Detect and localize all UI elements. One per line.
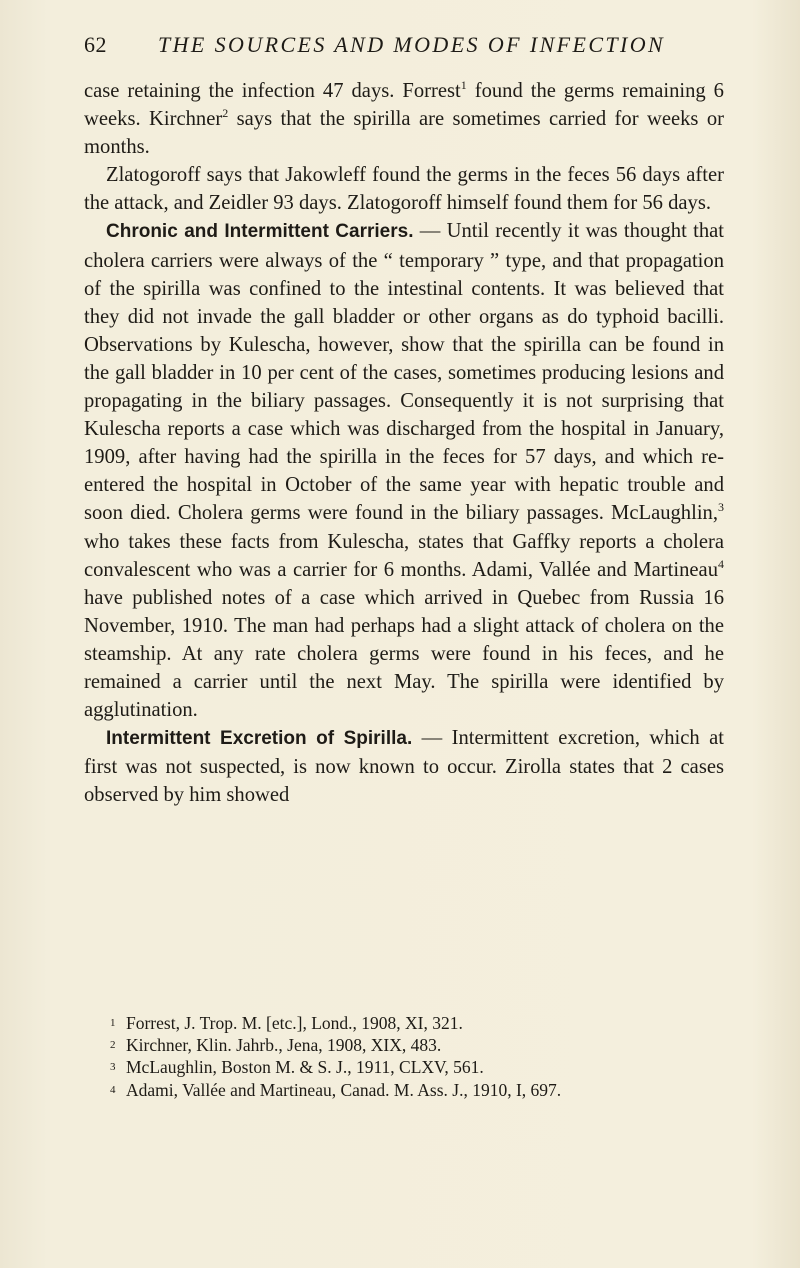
paragraph-3 xyxy=(84,217,724,724)
paragraph-3-text-a: — Until recently it was thought that cholera carriers were always of the “ temporary ” type, and that propagation of the spirilla was confined to the intestinal contents. It was believed that they did not invade the gall bladder or other organs as do typhoid bacilli. Observations by Kulescha, however, show that the spirilla can be found in the gall bladder in 10 per cent of the cases, sometimes producing lesions and propagating in the biliary passages. Consequently it is not surprising that Kulescha reports a case which was discharged from the hospital in January, 1909, after having had the spirilla in the feces for 57 days, and which re-entered the hospital in October of the same year with hepatic trouble and soon died. Cholera germs were found in the biliary passages. McLaughlin, xyxy=(84,220,724,525)
footnote-3-text: McLaughlin, Boston M. & S. J., 1911, CLXV, 561. xyxy=(126,1057,484,1078)
running-head: THE SOURCES AND MODES OF INFECTION xyxy=(158,32,666,57)
footnote-3-mark: 3 xyxy=(110,1061,116,1074)
footnote-1-text: Forrest, J. Trop. M. [etc.], Lond., 1908, XI, 321. xyxy=(126,1013,463,1033)
section-heading-intermittent-excretion: Intermittent Excretion of Spirilla. xyxy=(106,728,413,750)
footnote-ref-3: 3 xyxy=(718,500,724,515)
page-header xyxy=(84,32,724,62)
footnote-2-text: Kirchner, Klin. Jahrb., Jena, 1908, XIX, 483. xyxy=(126,1035,442,1056)
paragraph-1-text-c: says that the spirilla are sometimes carried for weeks or months. xyxy=(84,108,725,159)
paragraph-1 xyxy=(84,77,724,161)
page-number: 62 xyxy=(84,32,107,57)
footnote-4 xyxy=(110,1079,730,1101)
footnote-1-mark: 1 xyxy=(110,1017,116,1029)
footnote-ref-1: 1 xyxy=(460,78,467,93)
paragraph-1-text-b: found the germs remaining 6 weeks. Kirchner xyxy=(84,80,724,131)
footnote-4-mark: 4 xyxy=(110,1083,116,1096)
footnote-2-mark: 2 xyxy=(110,1039,116,1052)
footnote-ref-4: 4 xyxy=(718,556,724,571)
paragraph-3-text-b: who takes these facts from Kulescha, states that Gaffky reports a cholera convalescent who was a carrier for 6 months. Adami, Vallée and Martineau xyxy=(84,530,724,581)
paragraph-4-text: — Intermittent excretion, which at first was not suspected, is now known to occur. Zirolla states that 2 cases observed by him showed xyxy=(84,727,724,807)
footnotes xyxy=(110,1012,730,1101)
paragraph-4 xyxy=(84,724,724,809)
footnote-1 xyxy=(110,1012,730,1034)
footnote-2 xyxy=(110,1034,730,1056)
paragraph-1-text-a: case retaining the infection 47 days. Forrest xyxy=(84,80,461,102)
paragraph-3-text-c: have published notes of a case which arrived in Quebec from Russia 16 November, 1910. The man had perhaps had a slight attack of cholera on the steamship. At any rate cholera germs were found in his feces, and he remained a carrier until the next May. The spirilla were identified by agglutination. xyxy=(84,586,724,722)
section-heading-chronic-carriers: Chronic and Intermittent Carriers. xyxy=(106,221,414,243)
footnote-3 xyxy=(110,1056,730,1078)
footnote-ref-2: 2 xyxy=(222,106,229,121)
body-text xyxy=(84,77,724,809)
footnote-4-text: Adami, Vallée and Martineau, Canad. M. Ass. J., 1910, I, 697. xyxy=(126,1079,562,1100)
paragraph-2: Zlatogoroff says that Jakowleff found the germs in the feces 56 days after the attack, and Zeidler 93 days. Zlatogoroff himself found them for 56 days. xyxy=(84,164,724,215)
